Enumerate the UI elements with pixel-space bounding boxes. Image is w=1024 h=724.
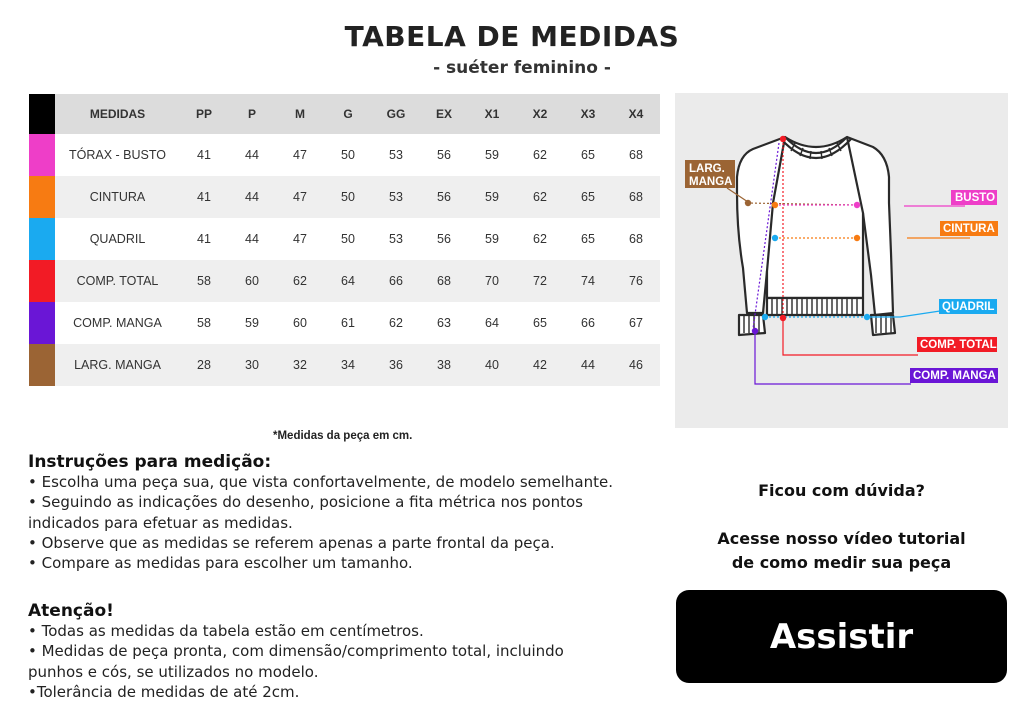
table-cell: 50 bbox=[341, 232, 355, 246]
label-cintura-text: CINTURA bbox=[943, 223, 995, 235]
row-label: COMP. MANGA bbox=[73, 316, 162, 330]
table-cell: 62 bbox=[533, 148, 547, 162]
page-subtitle: - suéter feminino - bbox=[433, 58, 611, 78]
table-cell: 59 bbox=[485, 148, 499, 162]
column-header: X3 bbox=[564, 94, 612, 134]
row-label: COMP. TOTAL bbox=[55, 260, 180, 302]
sweater-outline bbox=[737, 137, 895, 335]
measurement-note: *Medidas da peça em cm. bbox=[273, 430, 413, 442]
table-cell: 30 bbox=[228, 344, 276, 386]
table-cell: 64 bbox=[485, 316, 499, 330]
table-cell: 65 bbox=[533, 316, 547, 330]
instructions-title: Instruções para medição: bbox=[28, 452, 272, 472]
table-row bbox=[29, 218, 660, 260]
label-quadril bbox=[939, 299, 997, 314]
table-cell: 62 bbox=[389, 316, 403, 330]
table-cell: 28 bbox=[180, 344, 228, 386]
instruction-line: • Compare as medidas para escolher um tamanho. bbox=[28, 554, 413, 573]
instruction-line: • Escolha uma peça sua, que vista confortavelmente, de modelo semelhante. bbox=[28, 473, 613, 491]
watch-button[interactable]: Assistir bbox=[676, 590, 1007, 683]
table-cell: 38 bbox=[420, 344, 468, 386]
table-cell: 68 bbox=[612, 176, 660, 218]
row-label: CINTURA bbox=[55, 176, 180, 218]
table-cell: 53 bbox=[372, 176, 420, 218]
row-color-swatch bbox=[29, 176, 55, 218]
table-cell: 44 bbox=[245, 232, 259, 246]
table-cell: 60 bbox=[293, 316, 307, 330]
table-header-row bbox=[29, 94, 660, 134]
column-header: X4 bbox=[612, 94, 660, 134]
table-cell: 62 bbox=[276, 260, 324, 302]
sweater-illustration bbox=[675, 93, 1008, 428]
table-cell: 60 bbox=[228, 260, 276, 302]
label-larg-manga-line1: LARG. bbox=[689, 163, 725, 175]
table-cell: 44 bbox=[564, 344, 612, 386]
table-cell: 58 bbox=[180, 260, 228, 302]
table-cell: 62 bbox=[533, 232, 547, 246]
label-comp-manga bbox=[910, 368, 998, 383]
column-header: PP bbox=[180, 94, 228, 134]
table-cell: 74 bbox=[564, 260, 612, 302]
label-comp-manga-text: COMP. MANGA bbox=[913, 370, 996, 382]
table-cell: 34 bbox=[324, 344, 372, 386]
size-table bbox=[29, 94, 660, 386]
column-header: MEDIDAS bbox=[55, 94, 180, 134]
column-header: GG bbox=[372, 94, 420, 134]
attention-line: • Todas as medidas da tabela estão em centímetros. bbox=[28, 622, 424, 640]
column-header: X2 bbox=[516, 94, 564, 134]
table-row bbox=[29, 260, 660, 302]
label-comp-total bbox=[917, 337, 997, 352]
table-cell: 70 bbox=[468, 260, 516, 302]
table-cell: 65 bbox=[564, 176, 612, 218]
table-cell: 44 bbox=[228, 176, 276, 218]
table-row bbox=[29, 176, 660, 218]
table-cell: 44 bbox=[245, 148, 259, 162]
row-color-swatch bbox=[29, 344, 55, 386]
label-busto-text: BUSTO bbox=[955, 192, 996, 204]
table-cell: 40 bbox=[468, 344, 516, 386]
table-row bbox=[29, 344, 660, 386]
page-title: TABELA DE MEDIDAS bbox=[344, 20, 680, 53]
instructions-section bbox=[28, 452, 648, 573]
column-header: X1 bbox=[468, 94, 516, 134]
label-busto bbox=[951, 190, 997, 205]
help-question: Ficou com dúvida? bbox=[758, 481, 925, 500]
table-cell: 68 bbox=[629, 148, 643, 162]
table-cell: 41 bbox=[180, 176, 228, 218]
table-cell: 61 bbox=[341, 316, 355, 330]
attention-line: •Tolerância de medidas de até 2cm. bbox=[28, 682, 300, 701]
label-larg-manga-line2: MANGA bbox=[689, 176, 733, 188]
row-label: TÓRAX - BUSTO bbox=[68, 148, 166, 162]
table-cell: 72 bbox=[516, 260, 564, 302]
sweater-diagram bbox=[675, 93, 1008, 428]
table-cell: 58 bbox=[197, 316, 211, 330]
row-label: LARG. MANGA bbox=[55, 344, 180, 386]
table-cell: 59 bbox=[245, 316, 259, 330]
table-cell: 47 bbox=[293, 232, 307, 246]
table-cell: 62 bbox=[516, 176, 564, 218]
instruction-line: • Observe que as medidas se referem apenas a parte frontal da peça. bbox=[28, 533, 555, 552]
attention-title: Atenção! bbox=[28, 601, 114, 621]
attention-section bbox=[28, 601, 648, 702]
table-cell: 68 bbox=[629, 232, 643, 246]
table-cell: 76 bbox=[612, 260, 660, 302]
table-cell: 56 bbox=[420, 176, 468, 218]
column-header: P bbox=[228, 94, 276, 134]
video-tutorial-line: Acesse nosso vídeo tutorial bbox=[717, 529, 966, 548]
table-cell: 41 bbox=[197, 148, 211, 162]
table-cell: 32 bbox=[276, 344, 324, 386]
table-cell: 64 bbox=[324, 260, 372, 302]
table-cell: 59 bbox=[468, 176, 516, 218]
row-label: QUADRIL bbox=[89, 232, 146, 246]
row-color-swatch bbox=[29, 218, 55, 260]
label-comp-total-text: COMP. TOTAL bbox=[920, 339, 997, 351]
table-cell: 67 bbox=[629, 316, 643, 330]
table-cell: 65 bbox=[581, 148, 595, 162]
attention-line: punhos e cós, se utilizados no modelo. bbox=[28, 662, 319, 681]
table-cell: 66 bbox=[372, 260, 420, 302]
video-tutorial-text bbox=[675, 527, 1008, 575]
table-cell: 63 bbox=[437, 316, 451, 330]
label-quadril-text: QUADRIL bbox=[942, 301, 995, 313]
label-cintura bbox=[940, 221, 998, 236]
row-color-swatch bbox=[29, 134, 55, 176]
instruction-line: indicados para efetuar as medidas. bbox=[28, 513, 293, 532]
column-header: EX bbox=[420, 94, 468, 134]
table-cell: 66 bbox=[581, 316, 595, 330]
table-cell: 56 bbox=[437, 232, 451, 246]
table-cell: 47 bbox=[276, 176, 324, 218]
table-row bbox=[29, 302, 660, 344]
video-tutorial-line: de como medir sua peça bbox=[731, 553, 952, 572]
table-cell: 65 bbox=[581, 232, 595, 246]
label-larg-manga bbox=[685, 160, 735, 188]
table-cell: 50 bbox=[324, 176, 372, 218]
instruction-line: • Seguindo as indicações do desenho, posicione a fita métrica nos pontos bbox=[28, 493, 583, 512]
table-cell: 50 bbox=[341, 148, 355, 162]
table-cell: 42 bbox=[516, 344, 564, 386]
table-cell: 36 bbox=[372, 344, 420, 386]
attention-line: • Medidas de peça pronta, com dimensão/comprimento total, incluindo bbox=[28, 642, 564, 661]
table-cell: 53 bbox=[389, 232, 403, 246]
column-header: G bbox=[324, 94, 372, 134]
table-cell: 46 bbox=[612, 344, 660, 386]
header-swatch bbox=[29, 94, 55, 134]
table-cell: 59 bbox=[485, 232, 499, 246]
table-cell: 47 bbox=[293, 148, 307, 162]
row-color-swatch bbox=[29, 302, 55, 344]
table-cell: 41 bbox=[197, 232, 211, 246]
table-cell: 53 bbox=[389, 148, 403, 162]
table-cell: 68 bbox=[420, 260, 468, 302]
table-cell: 56 bbox=[437, 148, 451, 162]
table-row bbox=[29, 134, 660, 176]
column-header: M bbox=[276, 94, 324, 134]
row-color-swatch bbox=[29, 260, 55, 302]
